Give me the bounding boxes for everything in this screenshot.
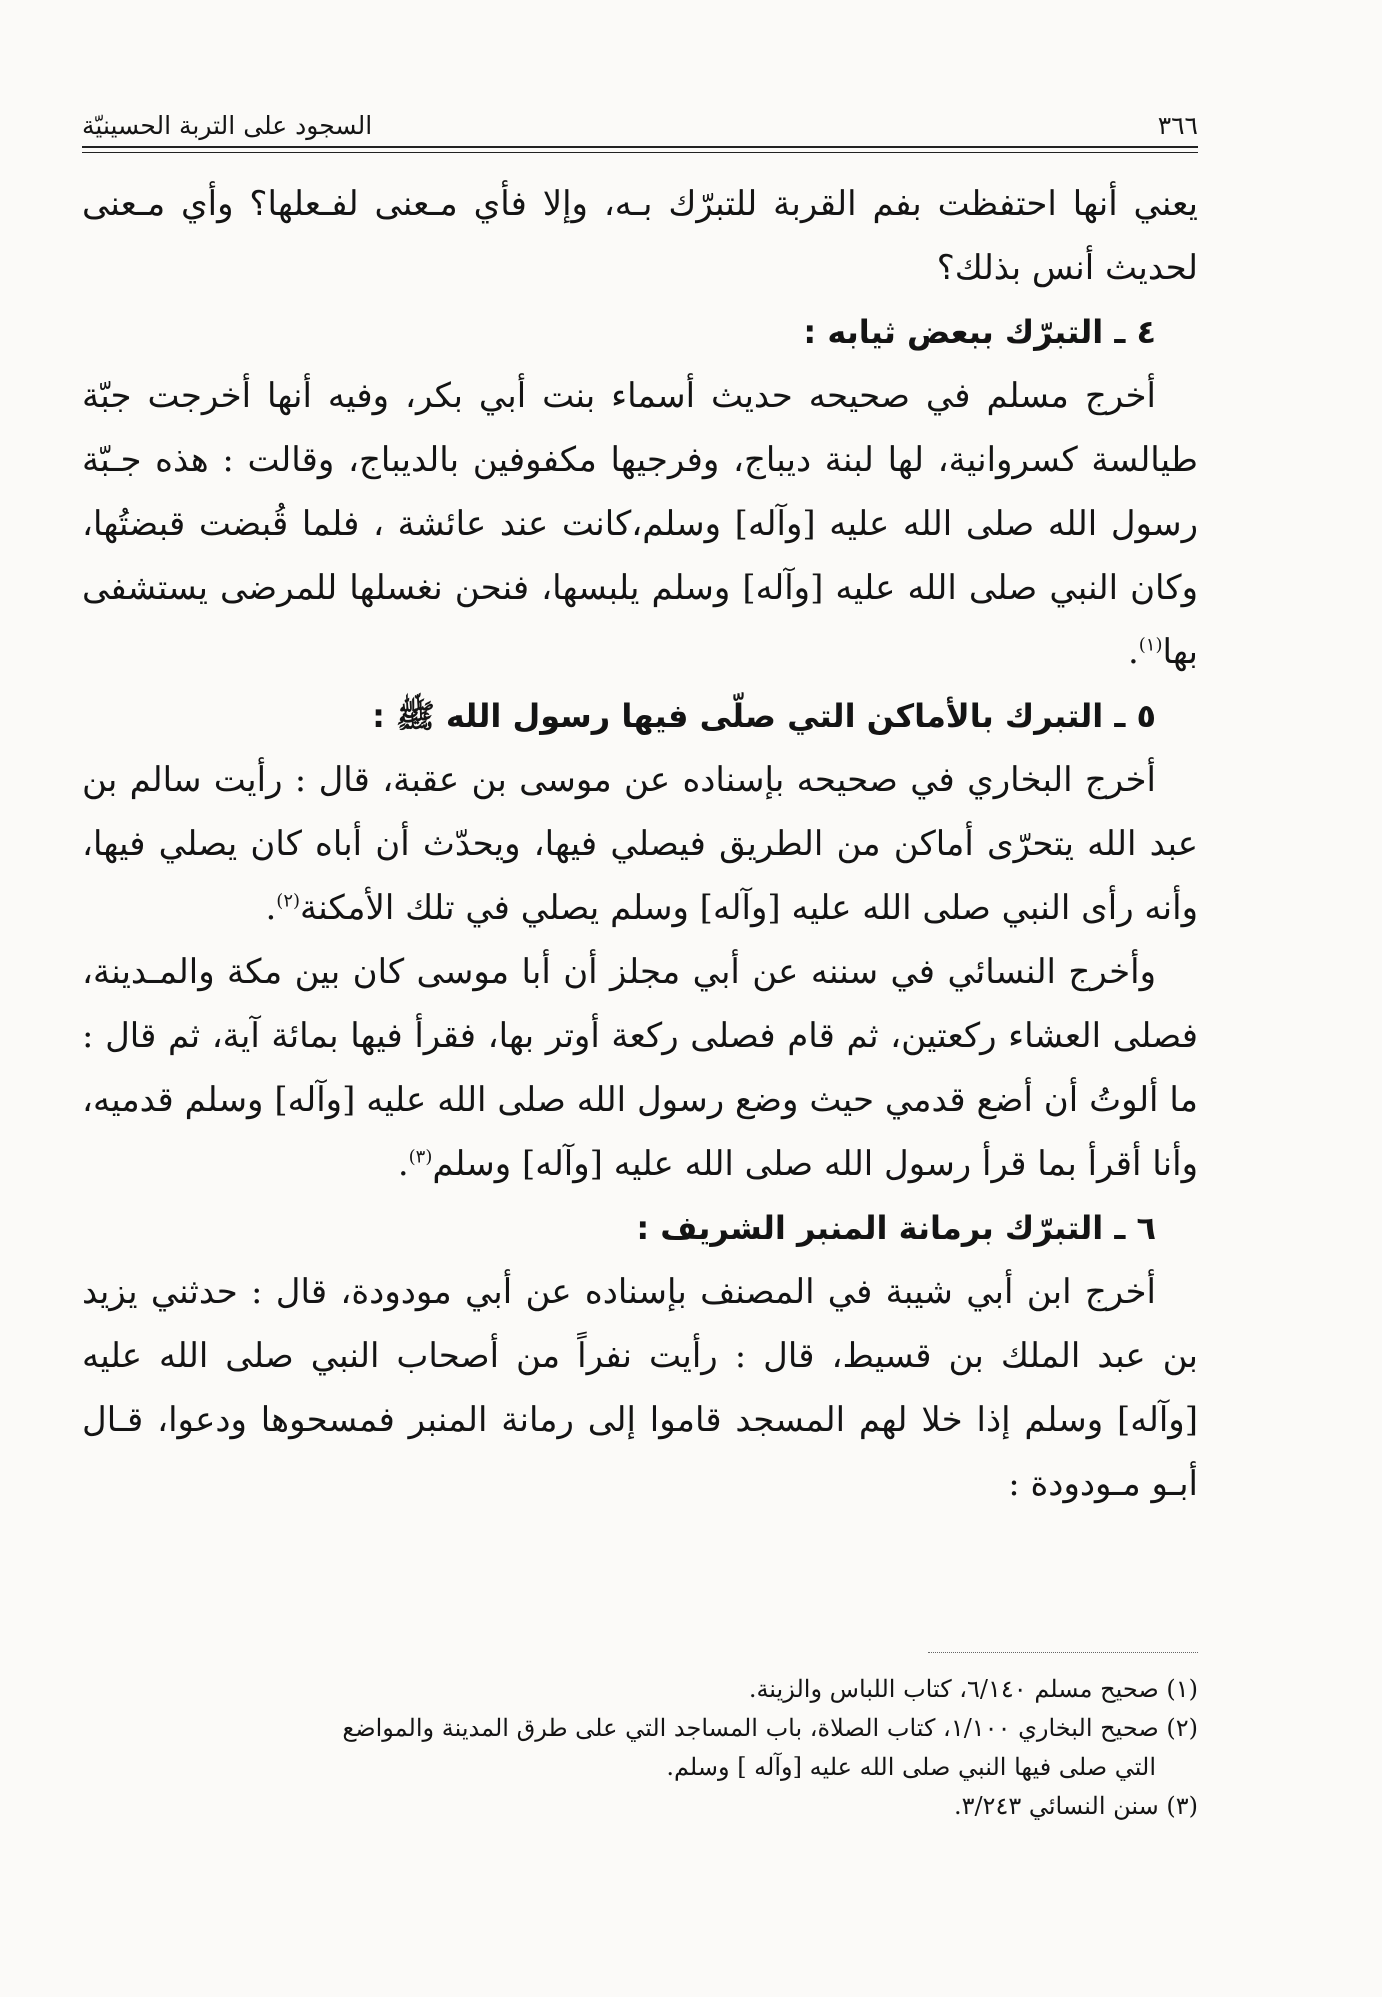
footnote-3: (٣) سنن النسائي ٣/٢٤٣. — [953, 1792, 1198, 1820]
paragraph-2: أخرج مسلم في صحيحه حديث أسماء بنت أبي بكر، وفيه أنها أخرجت جبّة طيالسة كسروانية، لها لبنة ديباج، وفرجيها مكفوفين بالديباج، وقالت : هذه جـبّة رسول الله صلى الله عليه [وآله] وسلم،كانت عند عائشة ، فلما قُبضت قبضتُها، وكان النبي صلى الله عليه [وآله] وسلم يلبسها، فنحن نغسلها للمرضى يستشفى بها$^{(١)}$. — [82, 376, 1198, 672]
footnote-separator — [928, 1652, 1198, 1653]
header-rule-thin — [82, 152, 1198, 153]
page-number: ٣٦٦ — [1157, 111, 1198, 140]
footnote-ref-3: (٣) — [408, 1146, 433, 1168]
running-title: السجود على التربة الحسينيّة — [82, 111, 373, 140]
paragraph-3-text: أخرج البخاري في صحيحه بإسناده عن موسى بن عقبة، قال : رأيت سالم بن عبد الله يتحرّى أماكن من الطريق فيصلي فيها، ويحدّث أن أباه كان يصلي فيها، وأنه رأى النبي صلى الله عليه [وآله] وسلم يصلي في تلك الأمكنة — [82, 760, 1198, 928]
paragraph-4: وأخرج النسائي في سننه عن أبي مجلز أن أبا موسى كان بين مكة والمـدينة، فصلى العشاء ركعتين، ثم قام فصلى ركعة أوتر بها، فقرأ فيها بمائة آية، ثم قال : ما ألوتُ أن أضع قدمي حيث وضع رسول الله صلى الله عليه [وآله] وسلم قدميه، وأنا أقرأ بما قرأ رسول الله صلى الله عليه [وآله] وسلم$^{(٣)}$. — [82, 952, 1198, 1184]
footnote-2: (٢) صحيح البخاري ١/١٠٠، كتاب الصلاة، باب المساجد التي على طرق المدينة والمواضع — [342, 1714, 1198, 1742]
footnote-ref-1: (١) — [1138, 634, 1163, 656]
section-heading-4: ٤ ـ التبرّك ببعض ثيابه : — [803, 313, 1156, 351]
paragraph-5: أخرج ابن أبي شيبة في المصنف بإسناده عن أبي مودودة، قال : حدثني يزيد بن عبد الملك بن قسيط، قال : رأيت نفراً من أصحاب النبي صلى الله عليه [وآله] وسلم إذا خلا لهم المسجد قاموا إلى رمانة المنبر فمسحوها ودعوا، قـال أبـو مـودودة : — [82, 1272, 1198, 1504]
paragraph-3: أخرج البخاري في صحيحه بإسناده عن موسى بن عقبة، قال : رأيت سالم بن عبد الله يتحرّى أماكن من الطريق فيصلي فيها، ويحدّث أن أباه كان يصلي فيها، وأنه رأى النبي صلى الله عليه [وآله] وسلم يصلي في تلك الأمكنة$^{(٢)}$. — [82, 760, 1198, 928]
page-header — [82, 96, 1198, 140]
footnote-ref-2: (٢) — [276, 890, 301, 912]
section-heading-5: ٥ ـ التبرك بالأماكن التي صلّى فيها رسول الله ﷺ : — [372, 697, 1156, 735]
paragraph-1: يعني أنها احتفظت بفم القربة للتبرّك بـه، وإلا فأي مـعنى لفـعلها؟ وأي مـعنى لحديث أنس بذلك؟ — [82, 184, 1198, 288]
paragraph-4-text: وأخرج النسائي في سننه عن أبي مجلز أن أبا موسى كان بين مكة والمـدينة، فصلى العشاء ركعتين، ثم قام فصلى ركعة أوتر بها، فقرأ فيها بمائة آية، ثم قال : ما ألوتُ أن أضع قدمي حيث وضع رسول الله صلى الله عليه [وآله] وسلم قدميه، وأنا أقرأ بما قرأ رسول الله صلى الله عليه [وآله] وسلم — [82, 952, 1198, 1184]
footnote-1: (١) صحيح مسلم ٦/١٤٠، كتاب اللباس والزينة. — [748, 1675, 1198, 1703]
main-text — [82, 172, 1198, 1516]
footnote-2-continued: التي صلى فيها النبي صلى الله عليه [وآله ] وسلم. — [666, 1753, 1156, 1781]
paragraph-2-text: أخرج مسلم في صحيحه حديث أسماء بنت أبي بكر، وفيه أنها أخرجت جبّة طيالسة كسروانية، لها لبنة ديباج، وفرجيها مكفوفين بالديباج، وقالت : هذه جـبّة رسول الله صلى الله عليه [وآله] وسلم،كانت عند عائشة ، فلما قُبضت قبضتُها، وكان النبي صلى الله عليه [وآله] وسلم يلبسها، فنحن نغسلها للمرضى يستشفى بها — [82, 376, 1198, 672]
header-rule — [82, 146, 1198, 148]
footnotes — [82, 1670, 1198, 1826]
section-heading-6: ٦ ـ التبرّك برمانة المنبر الشريف : — [636, 1209, 1156, 1247]
